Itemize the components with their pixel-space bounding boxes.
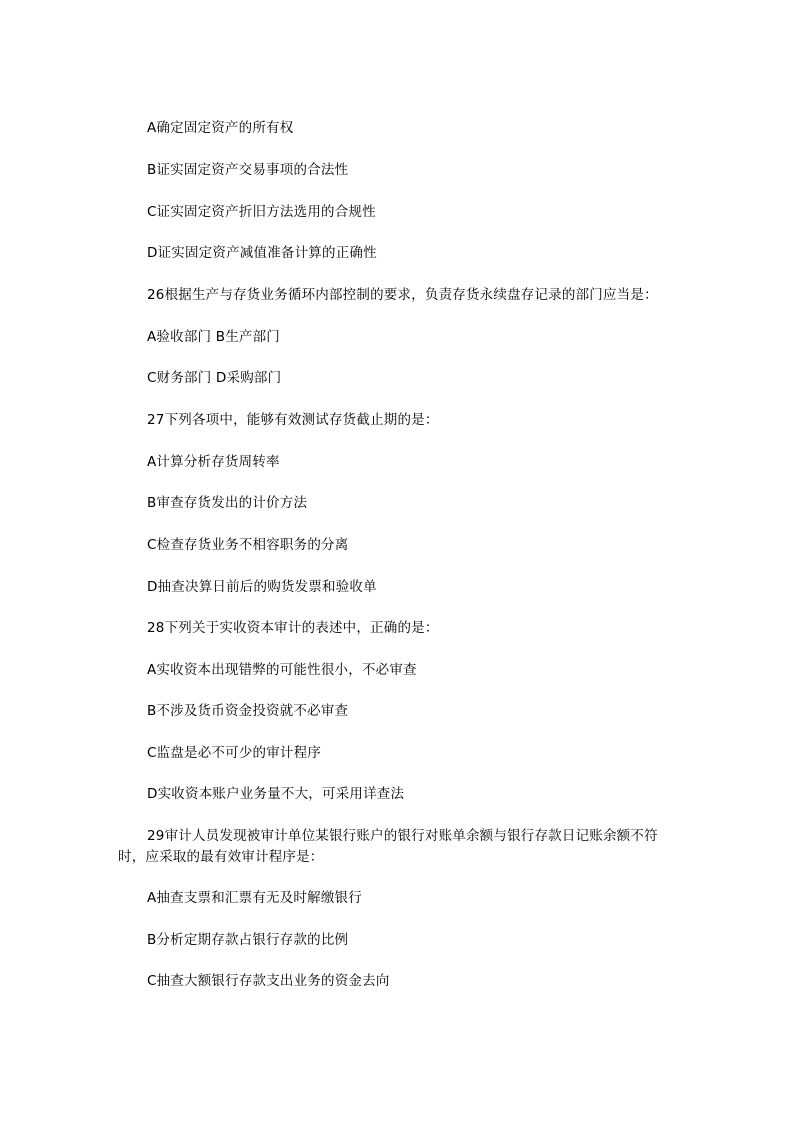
question-26-options-ab: A验收部门 B生产部门 bbox=[147, 329, 280, 345]
question-27-option-c: C检查存货业务不相容职务的分离 bbox=[147, 537, 349, 553]
question-27-option-b: B审查存货发出的计价方法 bbox=[147, 495, 308, 511]
question-28-option-b: B不涉及货币资金投资就不必审查 bbox=[147, 703, 349, 719]
question-29: 29审计人员发现被审计单位某银行账户的银行对账单余额与银行存款日记账余额不符时，应采取的最有效审计程序是： bbox=[118, 828, 658, 865]
question-29-option-c: C抽查大额银行存款支出业务的资金去向 bbox=[147, 973, 390, 989]
option-b-text: B证实固定资产交易事项的合法性 bbox=[147, 162, 349, 178]
option-d-text: D证实固定资产减值准备计算的正确性 bbox=[147, 245, 377, 261]
question-27-option-a: A计算分析存货周转率 bbox=[147, 454, 280, 470]
question-27: 27下列各项中，能够有效测试存货截止期的是： bbox=[147, 412, 439, 428]
question-28-option-c: C监盘是必不可少的审计程序 bbox=[147, 745, 322, 761]
question-26-options-cd: C财务部门 D采购部门 bbox=[147, 370, 282, 386]
option-c-text: C证实固定资产折旧方法选用的合规性 bbox=[147, 204, 376, 220]
question-29-option-b: B分析定期存款占银行存款的比例 bbox=[147, 932, 349, 948]
question-27-option-d: D抽查决算日前后的购货发票和验收单 bbox=[147, 579, 377, 595]
question-28: 28下列关于实收资本审计的表述中，正确的是： bbox=[147, 620, 439, 636]
question-26: 26根据生产与存货业务循环内部控制的要求，负责存货永续盘存记录的部门应当是： bbox=[147, 287, 658, 303]
question-28-option-a: A实收资本出现错弊的可能性很小，不必审查 bbox=[147, 662, 417, 678]
question-29-option-a: A抽查支票和汇票有无及时解缴银行 bbox=[147, 890, 362, 906]
option-a-text: A确定固定资产的所有权 bbox=[147, 120, 294, 136]
question-28-option-d: D实收资本账户业务量不大，可采用详查法 bbox=[147, 786, 405, 802]
